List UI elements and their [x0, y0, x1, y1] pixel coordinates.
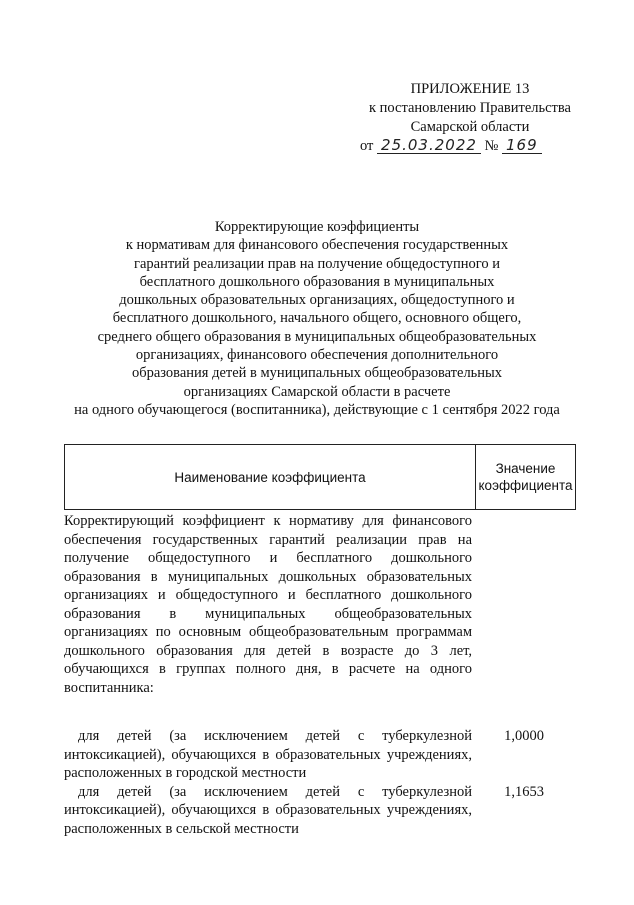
header-value-line2: коэффициента: [478, 478, 573, 493]
title-line: среднего общего образования в муниципальных общеобразовательных: [97, 328, 537, 345]
title-line: Корректирующие коэффициенты: [214, 219, 420, 235]
appendix-region: Самарской области: [410, 119, 530, 135]
intro-paragraph: Корректирующий коэффициент к нормативу для финансового обеспечения государственных гарантий реализации прав на получение общедоступного и бесплатного дошкольного образования в муниципальных дошкольных образовательных организациях и общедоступного и бесплатного дошкольного образования в муниципальных общеобразовательных организациях по основным общеобразовательным программам дошкольного образования для детей в возрасте до 3 лет, обучающихся в группах полного дня, в расчете на одного воспитанника:: [64, 513, 472, 696]
row-value: 1,0000: [504, 728, 544, 744]
header-name-cell: Наименование коэффициента: [65, 445, 476, 509]
table-header: [64, 444, 576, 510]
title-line: гарантий реализации прав на получение общедоступного и: [134, 255, 500, 272]
title-line: организациях Самарской области в расчете: [183, 383, 451, 400]
table-row: [64, 783, 576, 839]
appendix-title: ПРИЛОЖЕНИЕ 13: [410, 81, 530, 97]
number-label: №: [484, 138, 499, 154]
title-line: дошкольных образовательных организациях, общедоступного и: [119, 292, 515, 309]
header-value-line1: Значение: [495, 461, 556, 476]
row-value: 1,1653: [504, 783, 544, 800]
row-text: для детей (за исключением детей с туберкулезной интоксикацией), обучающихся в образовательных учреждениях, расположенных в сельской местности: [64, 783, 472, 837]
title-line: организациях, финансового обеспечения дополнительного: [135, 347, 499, 364]
table-row: [64, 727, 576, 783]
title-line: бесплатного дошкольного образования в муниципальных: [139, 273, 495, 290]
appendix-block: [330, 80, 610, 156]
appendix-resolution: к постановлению Правительства: [369, 100, 571, 116]
title-line: к нормативам для финансового обеспечения государственных: [125, 237, 509, 254]
coefficients-table: [64, 444, 576, 838]
handwritten-number: 169: [502, 137, 542, 154]
header-value-cell: [476, 445, 575, 509]
document-title: [40, 218, 594, 419]
row-text: для детей (за исключением детей с туберкулезной интоксикацией), обучающихся в образовательных учреждениях, расположенных в городской местности: [64, 728, 472, 781]
title-line: на одного обучающегося (воспитанника), действующие с 1 сентября 2022 года: [74, 401, 560, 418]
handwritten-date: 25.03.2022: [377, 137, 481, 154]
title-line: бесплатного дошкольного, начального общего, основного общего,: [112, 310, 522, 327]
from-label: от: [360, 138, 374, 154]
title-line: образования детей в муниципальных общеобразовательных: [131, 365, 503, 382]
appendix-date-row: [330, 137, 610, 156]
